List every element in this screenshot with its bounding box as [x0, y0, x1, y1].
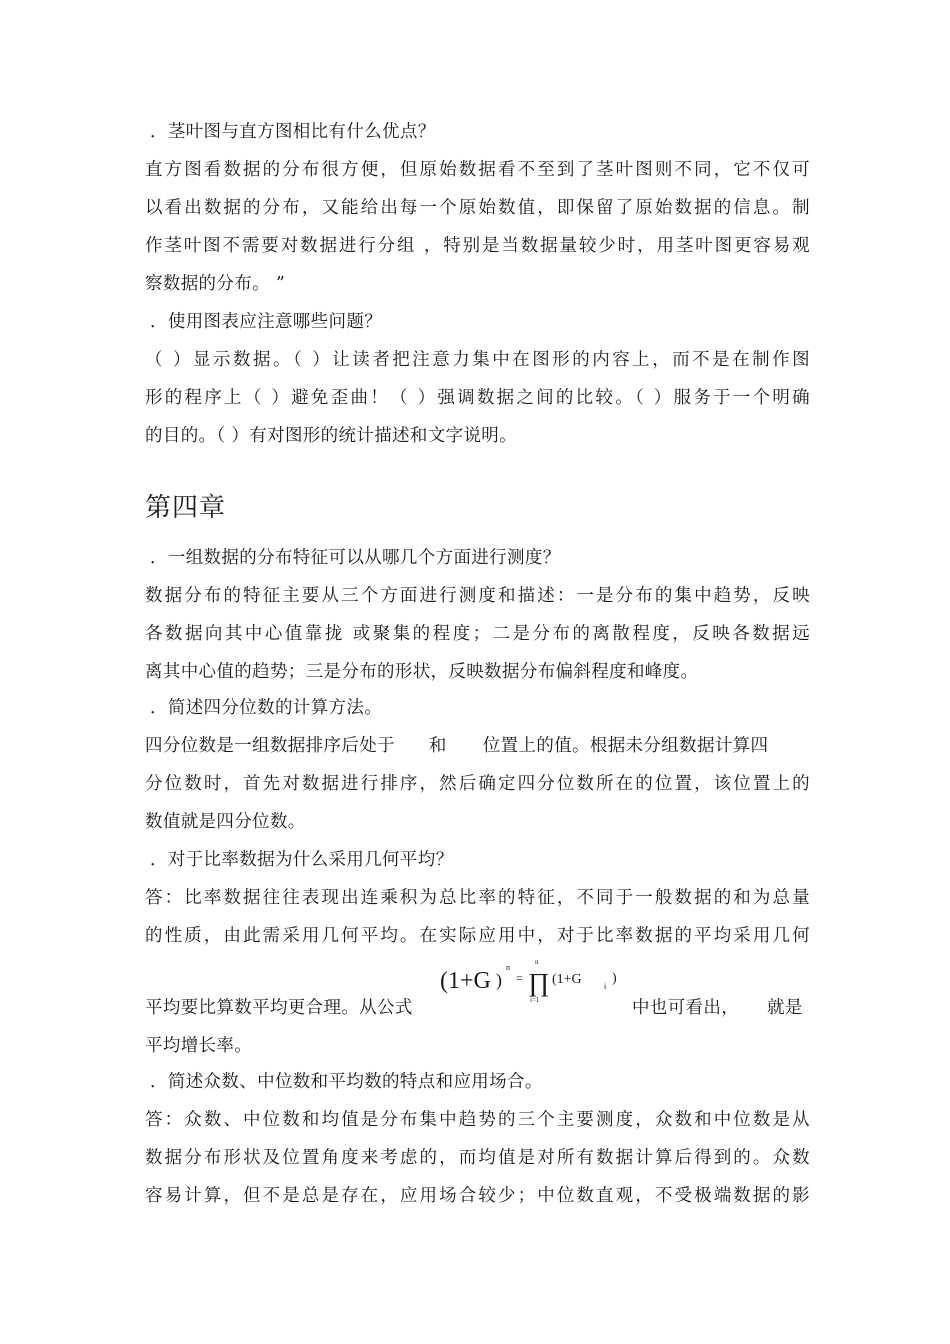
answer-fragment: 就是: [767, 998, 803, 1018]
formula-rhs: (1+G: [552, 972, 582, 987]
answer-line: 形的程序上（ ）避免歪曲！（ ）强调数据之间的比较。（ ）服务于一个明确: [145, 388, 810, 408]
answer-line: 数据分布的特征主要从三个方面进行测度和描述：一是分布的集中趋势，反映: [145, 586, 810, 606]
answer-line: 以看出数据的分布，又能给出每一个原始数值，即保留了原始数据的信息。制: [145, 198, 810, 218]
formula-rhs-close: ): [612, 971, 617, 986]
formula-lhs: (1+G: [440, 968, 491, 994]
answer-line: 作茎叶图不需要对数据进行分组 ，特别是当数据量较少时，用茎叶图更容易观: [145, 236, 810, 256]
formula-upper-limit: n: [535, 958, 539, 966]
answer-line: 答：比率数据往往表现出连乘积为总比率的特征，不同于一般数据的和为总量: [145, 888, 810, 908]
answer-line: 察数据的分布。 ”: [145, 274, 286, 294]
formula-equals: =: [516, 971, 523, 985]
answer-fragment: 和: [428, 736, 447, 756]
answer-fragment: 中也可看出，: [632, 998, 740, 1018]
formula-subscript: i: [604, 982, 607, 991]
answer-fragment: 位置上的值。根据未分组数据计算四: [482, 736, 769, 756]
answer-line: 容易计算，但不是总是存在，应用场合较少；中位数直观，不受极端数据的影: [145, 1186, 810, 1206]
answer-line: 的目的。（ ）有对图形的统计描述和文字说明。: [145, 426, 518, 446]
chapter-heading: 第四章: [145, 493, 227, 523]
question-distribution-features: ．一组数据的分布特征可以从哪几个方面进行测度？: [150, 548, 561, 568]
question-geometric-mean: ．对于比率数据为什么采用几何平均？: [150, 850, 454, 870]
answer-line: 的性质，由此需采用几何平均。在实际应用中，对于比率数据的平均采用几何: [145, 926, 810, 946]
answer-line: 数值就是四分位数。: [145, 812, 306, 832]
answer-line: 答：众数、中位数和均值是分布集中趋势的三个主要测度，众数和中位数是从: [145, 1110, 810, 1130]
question-chart-issues: ．使用图表应注意哪些问题？: [150, 312, 383, 332]
formula-product: ∏: [528, 968, 550, 997]
question-mode-median-mean: ．简述众数、中位数和平均数的特点和应用场合。: [150, 1072, 543, 1092]
answer-line: 直方图看数据的分布很方便，但原始数据看不至到了茎叶图则不同，它不仅可: [145, 160, 810, 180]
answer-line: 平均增长率。: [145, 1036, 253, 1056]
formula-lower-limit: i=1: [530, 996, 540, 1004]
answer-line: 分位数时，首先对数据进行排序，然后确定四分位数所在的位置，该位置上的: [145, 774, 810, 794]
question-quartile-method: ．简述四分位数的计算方法。: [150, 698, 383, 718]
geometric-mean-formula: [440, 958, 630, 1006]
answer-line-quartile: [145, 734, 810, 758]
answer-line: （ ）显示数据。（ ）让读者把注意力集中在图形的内容上，而不是在制作图: [145, 350, 810, 370]
formula-exponent: n: [506, 963, 510, 972]
question-stem-leaf-advantages: ．茎叶图与直方图相比有什么优点？: [150, 122, 436, 142]
answer-line-formula-intro: 平均要比算数平均更合理。从公式: [145, 998, 413, 1018]
answer-line: 数据分布形状及位置角度来考虑的，而均值是对所有数据计算后得到的。众数: [145, 1148, 810, 1168]
formula-lhs-close: ): [496, 970, 502, 990]
answer-line: 各数据向其中心值靠拢 或聚集的程度；二是分布的离散程度，反映各数据远: [145, 624, 810, 644]
answer-line: 离其中心值的趋势；三是分布的形状，反映数据分布偏斜程度和峰度。: [145, 662, 699, 682]
answer-fragment: 四分位数是一组数据排序后处于: [145, 736, 395, 756]
